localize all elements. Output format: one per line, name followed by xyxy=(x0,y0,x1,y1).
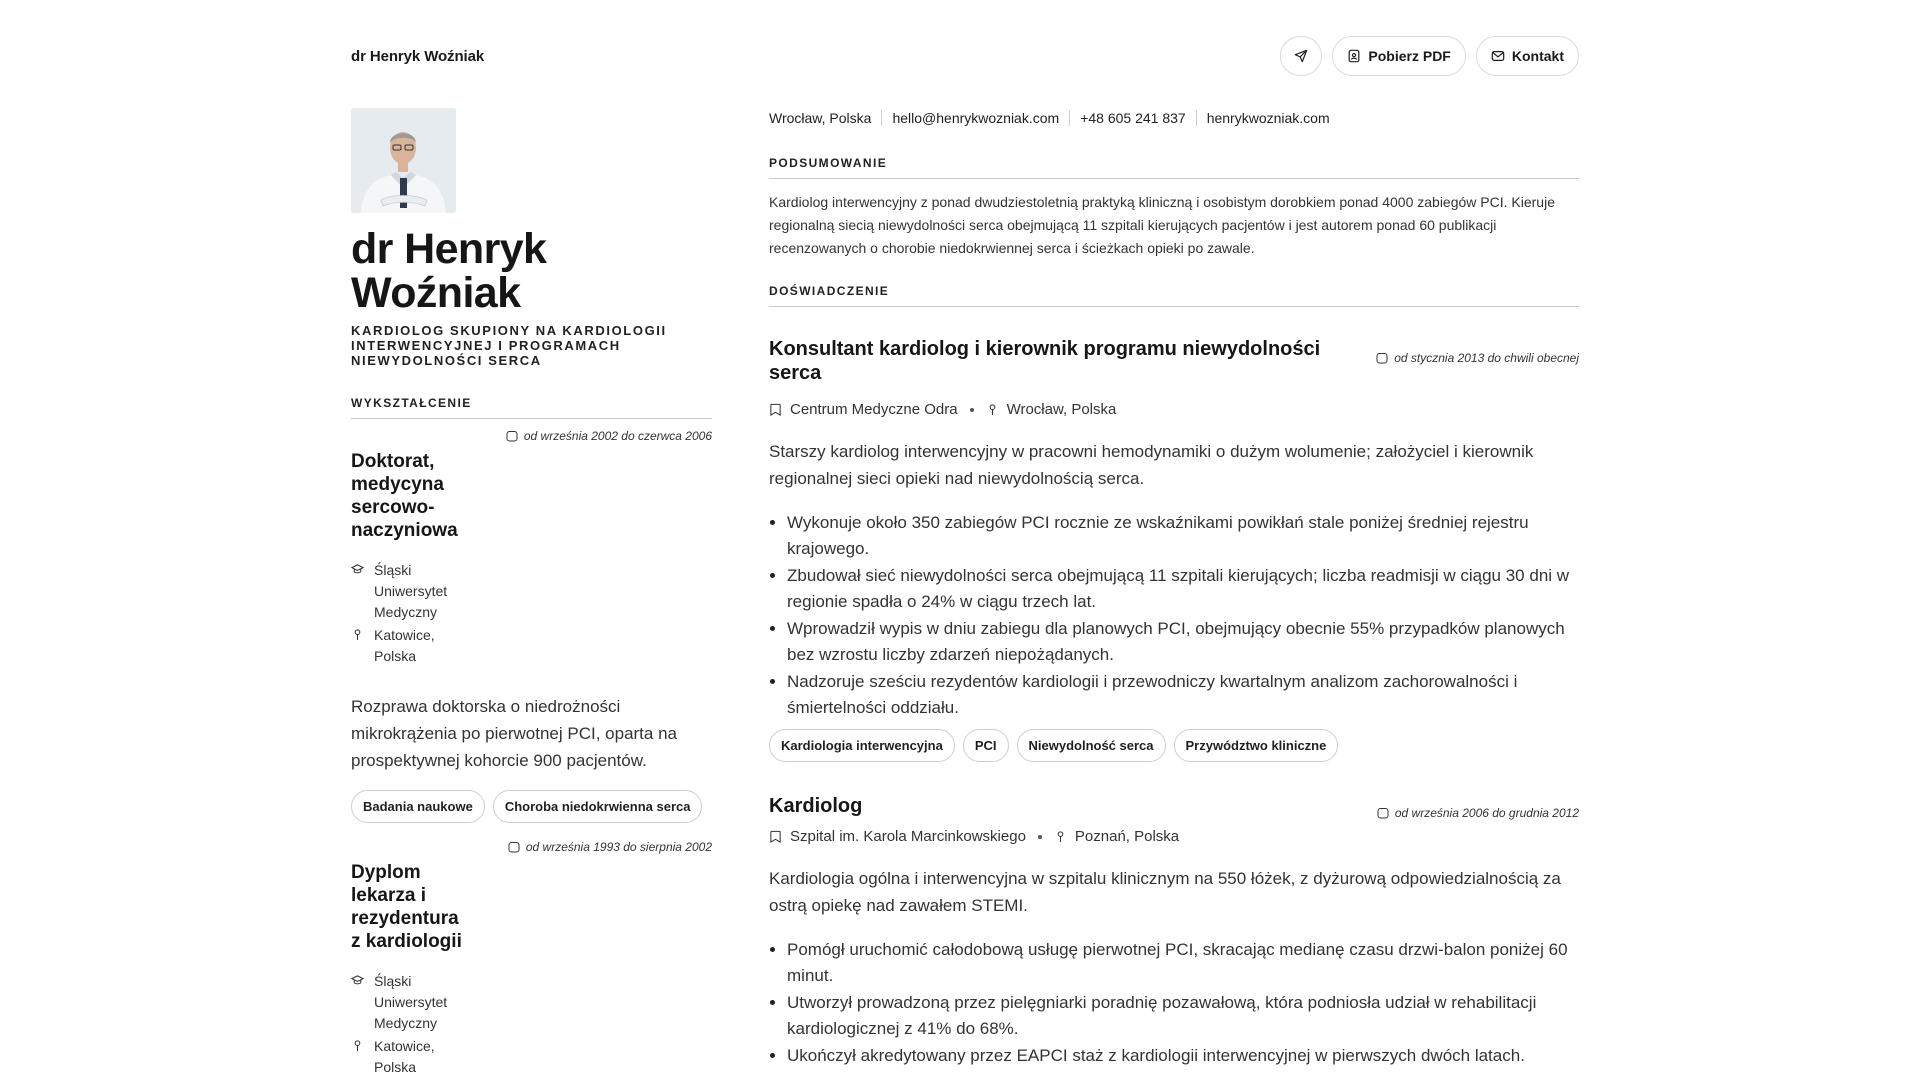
education-item xyxy=(351,429,712,823)
education-school: Śląski Uniwersytet Medyczny xyxy=(351,971,712,1034)
contact-website[interactable]: henrykwozniak.com xyxy=(1206,110,1330,126)
contact-info xyxy=(769,108,1579,128)
profile-tagline: KARDIOLOG SKUPIONY NA KARDIOLOGII INTERWENCYJNEJ I PROGRAMACH NIEWYDOLNOŚCI SERCA xyxy=(351,323,667,368)
map-pin-icon xyxy=(1054,830,1067,843)
calendar-icon xyxy=(1377,807,1389,819)
list-item: • Ukończył akredytowany przez EAPCI staż z kardiologii interwencyjnej w pierwszych dwóch latach. xyxy=(787,1043,1579,1069)
education-item xyxy=(351,840,712,1078)
experience-item xyxy=(769,337,1579,762)
job-title: Konsultant kardiolog i kierownik programu niewydolności serca xyxy=(769,338,1321,384)
job-achievements xyxy=(769,937,1579,1069)
graduation-cap-icon xyxy=(351,974,364,987)
list-item: • Nadzoruje sześciu rezydentów kardiologii i przewodniczy kwartalnym analizom zachorowalności i śmiertelności oddziału. xyxy=(787,669,1579,721)
divider xyxy=(1069,110,1070,126)
education-degree: Doktorat, medycyna sercowo-naczyniowa xyxy=(351,451,458,541)
education-date: od września 1993 do sierpnia 2002 xyxy=(351,840,712,854)
list-item: • Wykonuje około 350 zabiegów PCI rocznie ze wskaźnikami powikłań stale poniżej średniej rejestru krajowego. xyxy=(787,510,1579,562)
education-location: Katowice, Polska xyxy=(351,625,712,667)
summary-heading: PODSUMOWANIE xyxy=(769,156,1579,179)
education-heading: WYKSZTAŁCENIE xyxy=(351,396,712,419)
job-header xyxy=(769,337,1579,385)
header-actions xyxy=(1280,36,1579,76)
calendar-icon xyxy=(506,430,518,442)
divider xyxy=(1196,110,1197,126)
tag[interactable]: PCI xyxy=(963,729,1009,762)
tag[interactable]: Niewydolność serca xyxy=(1017,729,1166,762)
doctor-portrait-image xyxy=(351,108,456,213)
map-pin-icon xyxy=(986,403,999,416)
share-button[interactable] xyxy=(1280,36,1322,76)
left-column xyxy=(351,108,712,1078)
job-meta xyxy=(769,401,1579,418)
education-school: Śląski Uniwersytet Medyczny xyxy=(351,560,712,623)
contact-phone[interactable]: +48 605 241 837 xyxy=(1080,110,1186,126)
list-item: • Pomógł uruchomić całodobową usługę pierwotnej PCI, skracając medianę czasu drzwi-balon poniżej 60 minut. xyxy=(787,937,1579,989)
separator-dot xyxy=(970,408,974,412)
job-tags xyxy=(769,729,1579,762)
calendar-icon xyxy=(508,841,520,853)
contact-button[interactable] xyxy=(1476,36,1579,76)
job-title: Kardiolog xyxy=(769,795,863,817)
tag[interactable]: Choroba niedokrwienna serca xyxy=(493,790,703,823)
tag[interactable]: Badania naukowe xyxy=(351,790,485,823)
building-icon xyxy=(769,403,782,416)
contact-email[interactable]: hello@henrykwozniak.com xyxy=(892,110,1060,126)
education-degree: Dyplom lekarza i rezydentura z kardiologii xyxy=(351,862,462,952)
job-location: Poznań, Polska xyxy=(1074,828,1180,845)
list-item: • Utworzył prowadzoną przez pielęgniarki poradnię pozawałową, która podniosła udział w rehabilitacji kardiologicznej z 41% do 68%. xyxy=(787,990,1579,1042)
map-pin-icon xyxy=(351,1039,364,1052)
job-description: Starszy kardiolog interwencyjny w pracowni hemodynamiki o dużym wolumenie; założyciel i kierownik regionalnej sieci opieki nad niewydolnością serca. xyxy=(769,442,1534,488)
tag[interactable]: Kardiologia interwencyjna xyxy=(769,729,955,762)
education-tags xyxy=(351,790,712,823)
job-employer: Szpital im. Karola Marcinkowskiego xyxy=(790,828,1026,845)
experience-heading: DOŚWIADCZENIE xyxy=(769,284,1579,307)
job-meta xyxy=(769,828,1579,845)
building-icon xyxy=(769,830,782,843)
right-column xyxy=(769,108,1579,1070)
education-description: Rozprawa doktorska o niedrożności mikrokrążenia po pierwotnej PCI, oparta na prospektywnej kohorcie 900 pacjentów. xyxy=(351,697,677,770)
summary-text: Kardiolog interwencyjny z ponad dwudziestoletnią praktyką kliniczną i osobistym dorobkiem ponad 4000 zabiegów PCI. Kieruje regionalną siecią niewydolności serca obejmującą 11 szpitali kierujących pacjentów i jest autorem ponad 60 publikacji recenzowanych o chorobie niedokrwiennej serca i ścieżkach opieki po zawale. xyxy=(769,194,1555,256)
profile-name: dr Henryk Woźniak xyxy=(351,225,547,317)
download-pdf-label: Pobierz PDF xyxy=(1368,48,1451,64)
job-date: od stycznia 2013 do chwili obecnej xyxy=(1376,351,1579,365)
list-item: • Wprowadził wypis w dniu zabiegu dla planowych PCI, obejmujący obecnie 55% przypadków planowych bez wzrostu liczby zdarzeń niepożądanych. xyxy=(787,616,1579,668)
calendar-icon xyxy=(1376,352,1388,364)
pdf-file-icon xyxy=(1347,49,1361,63)
brand-name[interactable]: dr Henryk Woźniak xyxy=(351,47,485,65)
top-bar xyxy=(351,36,1579,76)
experience-item xyxy=(769,794,1579,1069)
job-location: Wrocław, Polska xyxy=(1006,401,1117,418)
download-pdf-button[interactable] xyxy=(1332,36,1465,76)
separator-dot xyxy=(1038,835,1042,839)
send-icon xyxy=(1294,49,1308,63)
job-employer: Centrum Medyczne Odra xyxy=(790,401,958,418)
map-pin-icon xyxy=(351,628,364,641)
job-description: Kardiologia ogólna i interwencyjna w szpitalu klinicznym na 550 łóżek, z dyżurową odpowiedzialnością za ostrą opiekę nad zawałem STEMI. xyxy=(769,869,1561,915)
divider xyxy=(881,110,882,126)
list-item: • Zbudował sieć niewydolności serca obejmującą 11 szpitali kierujących; liczba readmisji w ciągu 30 dni w regionie spadła o 24% w ciągu trzech lat. xyxy=(787,563,1579,615)
job-date: od września 2006 do grudnia 2012 xyxy=(1377,806,1579,820)
profile-photo xyxy=(351,108,456,213)
contact-label: Kontakt xyxy=(1511,48,1564,64)
tag[interactable]: Przywództwo kliniczne xyxy=(1174,729,1339,762)
job-achievements xyxy=(769,510,1579,721)
education-date: od września 2002 do czerwca 2006 xyxy=(351,429,712,443)
education-location: Katowice, Polska xyxy=(351,1036,712,1078)
job-header xyxy=(769,794,1579,820)
mail-icon xyxy=(1491,49,1505,63)
graduation-cap-icon xyxy=(351,563,364,576)
contact-city: Wrocław, Polska xyxy=(769,110,872,126)
